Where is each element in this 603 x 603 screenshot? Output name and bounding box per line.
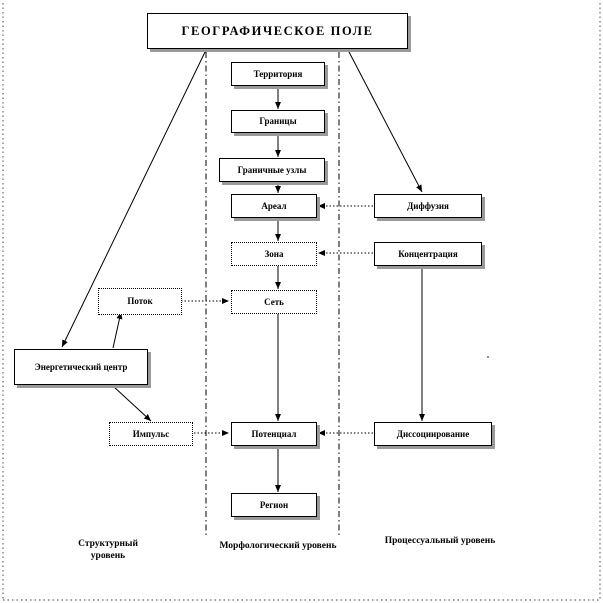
- arrow-field-diffusion: [348, 50, 422, 192]
- node-energy-center: Энергетический центр: [14, 349, 148, 385]
- caption-structural-level: Структурный уровень: [78, 539, 138, 561]
- node-borders: Границы: [231, 110, 325, 133]
- node-flow: Поток: [98, 288, 182, 315]
- node-concentration: Концентрация: [374, 242, 482, 266]
- arrow-energycenter-flow: [113, 312, 121, 348]
- node-region: Регион: [231, 493, 317, 517]
- node-dissociation: Диссоциирование: [374, 422, 492, 446]
- arrow-energycenter-impulse: [113, 386, 151, 421]
- node-areal: Ареал: [231, 194, 317, 218]
- node-border-nodes: Граничные узлы: [219, 158, 325, 182]
- node-zone: Зона: [231, 242, 317, 266]
- node-impulse: Импульс: [109, 422, 193, 446]
- node-territory: Территория: [231, 62, 325, 86]
- stray-dot: [487, 356, 489, 358]
- node-diffusion: Диффузия: [374, 194, 482, 218]
- node-network: Сеть: [231, 290, 317, 314]
- caption-process-level: Процессуальный уровень: [384, 536, 496, 546]
- node-potential: Потенциал: [231, 422, 317, 446]
- caption-morphological-level: Морфологический уровень: [219, 541, 337, 551]
- node-geographic-field: ГЕОГРАФИЧЕСКОЕ ПОЛЕ: [147, 13, 408, 49]
